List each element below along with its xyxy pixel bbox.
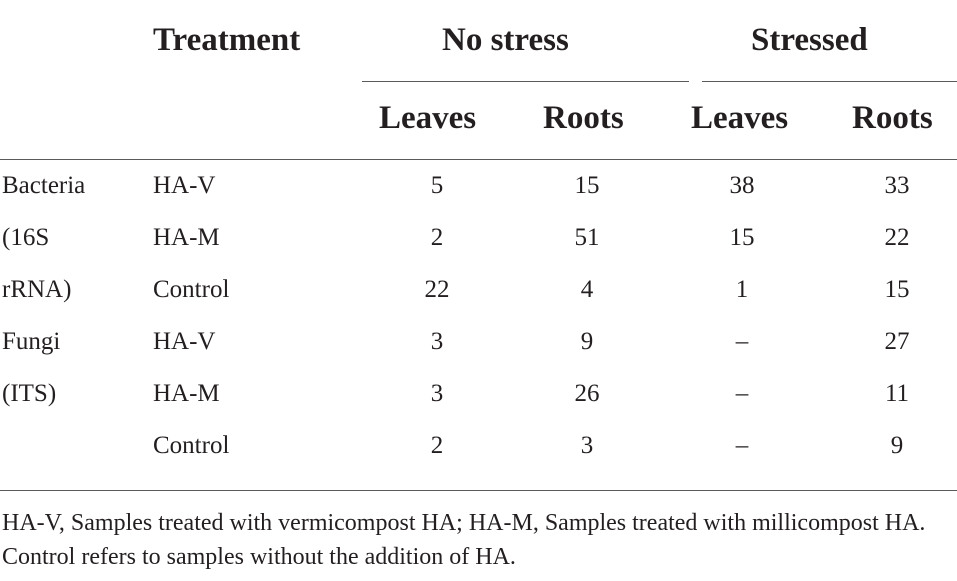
rule-table-bottom [0,490,957,491]
cell-ns-roots: 51 [574,224,600,251]
cell-s-roots: 9 [890,432,904,459]
cell-treatment: Control [153,276,230,303]
cell-ns-roots: 15 [574,172,600,199]
rule-no-stress [362,81,689,82]
cell-treatment: HA-M [153,224,220,251]
cell-ns-roots: 3 [580,432,594,459]
cell-ns-leaves: 22 [424,276,450,303]
header-no-stress-leaves: Leaves [379,100,477,136]
cell-treatment: Control [153,432,230,459]
group-label-bacteria-2: (16S [2,224,50,251]
header-treatment: Treatment [153,22,301,58]
group-label-fungi-2: (ITS) [2,380,57,407]
cell-ns-leaves: 2 [430,432,444,459]
cell-ns-leaves: 5 [430,172,444,199]
header-no-stress-roots: Roots [543,100,624,136]
cell-treatment: HA-V [153,172,216,199]
cell-ns-roots: 4 [580,276,594,303]
cell-s-leaves: 15 [729,224,755,251]
cell-treatment: HA-M [153,380,220,407]
cell-ns-leaves: 3 [430,328,444,355]
group-label-bacteria-1: Bacteria [2,172,86,199]
cell-s-roots: 33 [884,172,910,199]
cell-s-roots: 15 [884,276,910,303]
rule-header-bottom [0,159,957,160]
cell-treatment: HA-V [153,328,216,355]
cell-s-roots: 22 [884,224,910,251]
header-no-stress: No stress [442,22,569,58]
group-label-fungi-1: Fungi [2,328,61,355]
cell-s-leaves: – [735,328,749,355]
header-stressed-roots: Roots [852,100,933,136]
group-label-bacteria-3: rRNA) [2,276,72,303]
cell-s-leaves: 1 [735,276,749,303]
rule-stressed [702,81,957,82]
cell-ns-leaves: 2 [430,224,444,251]
cell-ns-leaves: 3 [430,380,444,407]
header-stressed-leaves: Leaves [691,100,789,136]
cell-s-roots: 27 [884,328,910,355]
cell-s-leaves: – [735,432,749,459]
table-footnote: HA-V, Samples treated with vermicompost HA; HA-M, Samples treated with millicompost HA. Control refers to samples without the addition of HA. [2,510,926,570]
cell-ns-roots: 26 [574,380,600,407]
header-stressed: Stressed [751,22,868,58]
cell-s-leaves: 38 [729,172,755,199]
cell-ns-roots: 9 [580,328,594,355]
cell-s-leaves: – [735,380,749,407]
cell-s-roots: 11 [884,380,910,407]
